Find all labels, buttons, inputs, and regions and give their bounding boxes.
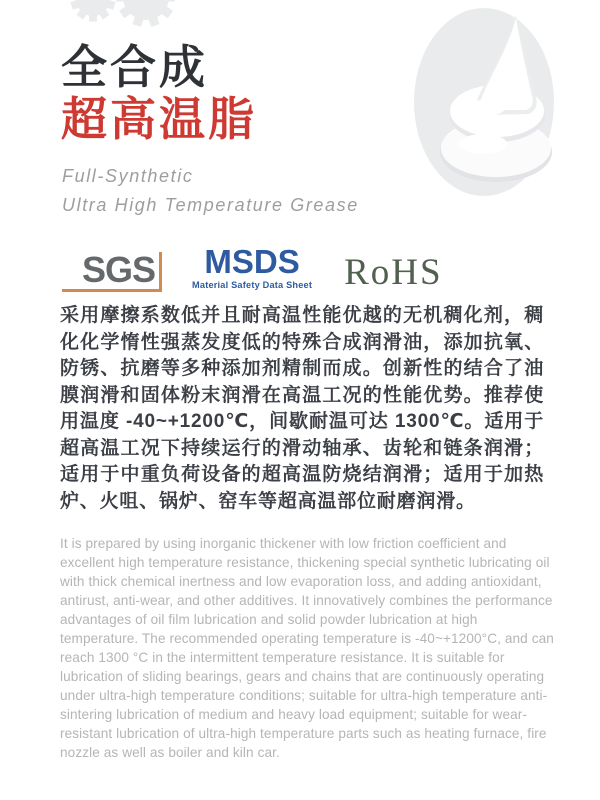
page-title-cn-line2: 超高温脂 [61, 93, 257, 145]
gear-icon [70, 0, 175, 32]
grease-swirl-image [433, 12, 558, 184]
msds-logo [192, 245, 312, 292]
small-gear-icon [70, 0, 115, 22]
subtitle-line2: Ultra High Temperature Grease [62, 195, 359, 215]
page-subtitle-en [62, 162, 359, 220]
sgs-logo [62, 249, 162, 292]
certification-logos [62, 240, 542, 292]
msds-logo-text: MSDS [204, 243, 300, 280]
subtitle-line1: Full-Synthetic [62, 166, 194, 186]
rohs-logo [344, 254, 442, 292]
msds-logo-subtext: Material Safety Data Sheet [192, 280, 313, 290]
large-gear-icon [116, 0, 175, 27]
rohs-logo-text: RoHS [344, 252, 443, 293]
sgs-logo-text: SGS [82, 249, 156, 290]
description-chinese: 采用摩擦系数低并且耐高温性能优越的无机稠化剂，稠化化学惰性强蒸发度低的特殊合成润滑油，添加抗氧、防锈、抗磨等多种添加剂精制而成。创新性的结合了油膜润滑和固体粉末润滑在高温工况的性能优势。推荐使用温度 -40~+1200℃，间歇耐温可达 1300℃。适用于超高温工况下持续运行的滑动轴承、齿轮和链条润滑；适用于中重负荷设备的超高温防烧结润滑；适用于加热炉、火咀、锅炉、窑车等超高温部位耐磨润滑。 [60, 305, 544, 512]
page-title-cn-line1: 全合成 [61, 41, 208, 93]
description-english: It is prepared by using inorganic thickener with low friction coefficient and excellent high temperature resistance, thickening special synthetic lubricating oil with thick chemical inertness and low evaporation loss, and adding antioxidant, antirust, anti-wear, and other additives. It innovatively combines the performance advantages of oil film lubrication and solid powder lubrication at high temperature. The recommended operating temperature is -40~+1200°C, and can reach 1300 °C in the intermittent temperature resistance. It is suitable for lubrication of sliding bearings, gears and chains that are continuously operating under ultra-high temperature conditions; suitable for ultra-high temperature anti-sintering lubrication of medium and heavy load equipment; suitable for wear-resistant lubrication of ultra-high temperature parts such as heating furnace, fire nozzle as well as boiler and kiln car. [60, 536, 554, 760]
